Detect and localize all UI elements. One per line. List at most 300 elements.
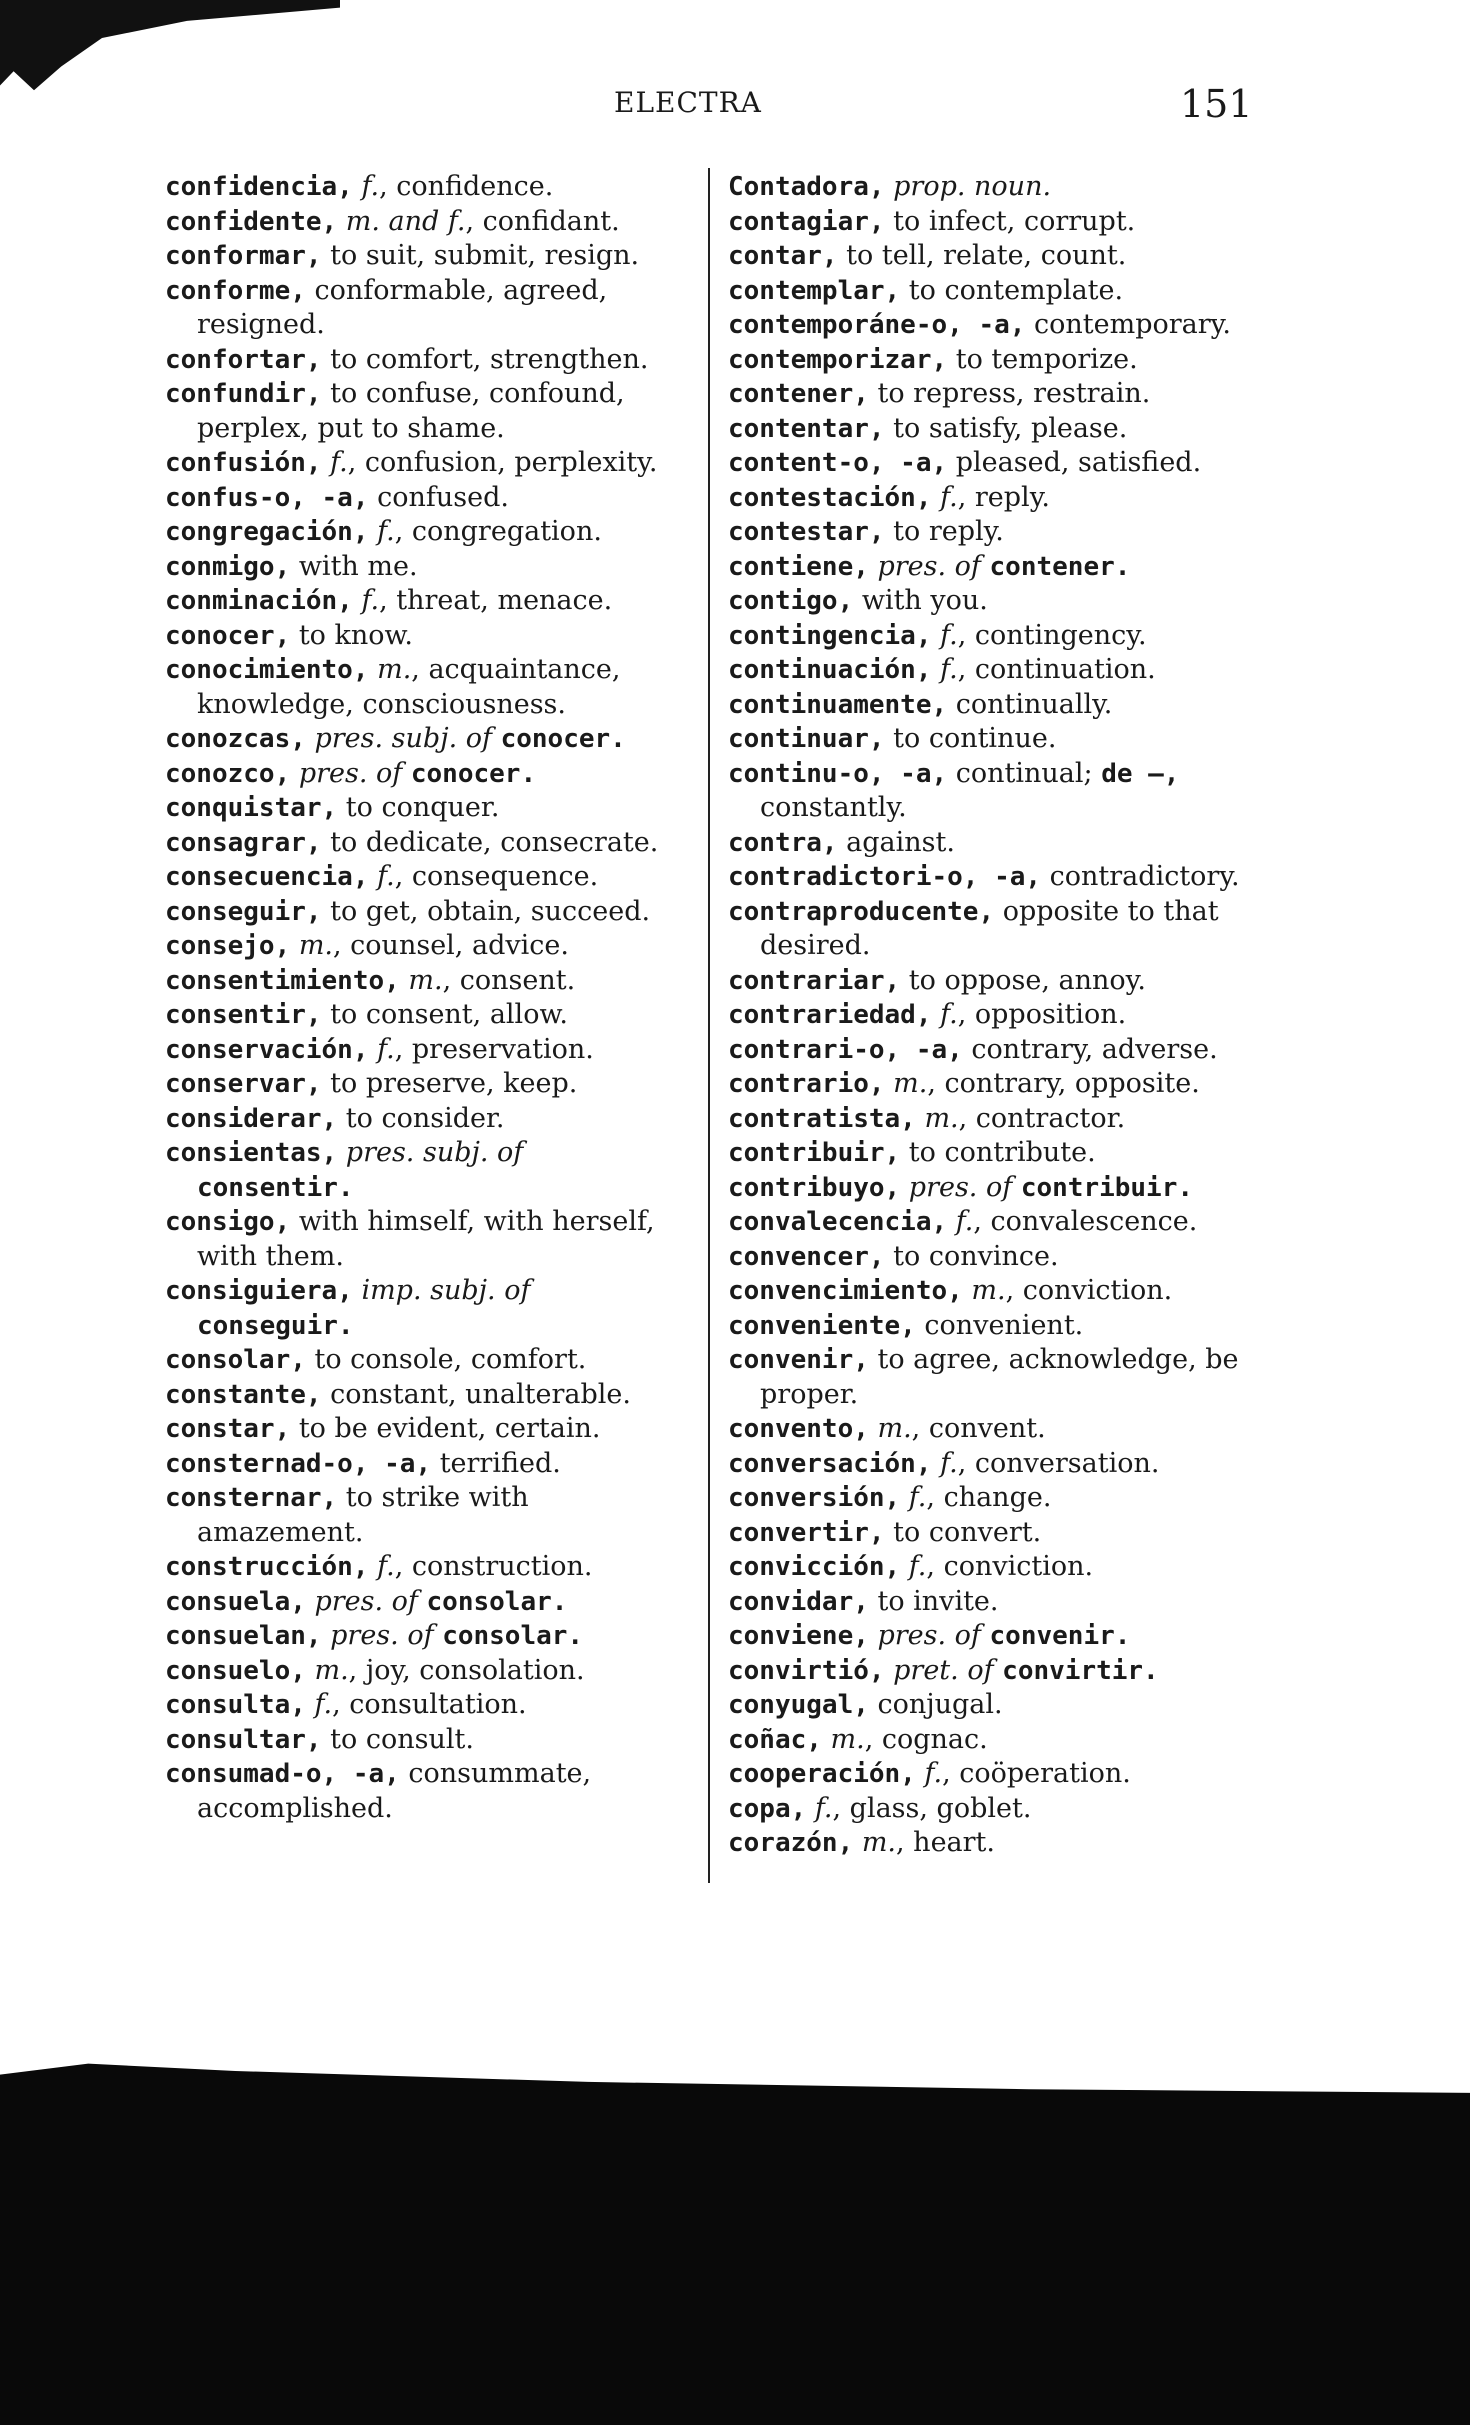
dictionary-entry — [165, 481, 673, 516]
definition-text — [337, 1137, 346, 1168]
definition-text: with you. — [853, 585, 988, 616]
definition-text: to strike with amazement. — [197, 1482, 529, 1548]
definition-text — [418, 1586, 427, 1617]
definition-text: to temporize. — [947, 343, 1138, 375]
dictionary-entry — [728, 1240, 1260, 1275]
dictionary-entry — [165, 1378, 673, 1413]
headword: convidar, — [728, 1586, 869, 1617]
dictionary-entry — [165, 895, 673, 930]
dictionary-entry — [728, 205, 1260, 240]
definition-text: , construction. — [394, 1551, 593, 1582]
grammar-label: pres. of — [298, 757, 403, 789]
grammar-label: prop. noun. — [893, 171, 1052, 202]
dictionary-entry — [165, 274, 673, 343]
grammar-label: f. — [940, 654, 958, 685]
definition-text — [322, 1620, 331, 1651]
dictionary-entry — [165, 653, 673, 722]
grammar-label: f. — [361, 585, 380, 616]
headword: contribuyo, — [728, 1172, 901, 1203]
definition-text: terrified. — [431, 1447, 561, 1479]
definition-text: to convert. — [884, 1516, 1042, 1548]
dictionary-entry — [165, 757, 673, 792]
grammar-label: m. — [377, 654, 412, 685]
headword: confidente, — [165, 206, 338, 237]
headword: Contadora, — [728, 172, 885, 202]
definition-text — [932, 1448, 941, 1479]
headword: convento, — [728, 1414, 869, 1444]
definition-text: continual; — [947, 757, 1102, 789]
dictionary-entry — [728, 1412, 1260, 1447]
page-number: 151 — [1180, 82, 1253, 126]
cross-reference: consolar. — [442, 1621, 584, 1651]
headword: consulta, — [165, 1690, 306, 1720]
dictionary-entry — [165, 515, 673, 550]
headword: conversión, — [728, 1483, 901, 1513]
headword: confus-o, -a, — [165, 482, 369, 513]
definition-text — [932, 482, 941, 513]
dictionary-entry — [165, 239, 673, 274]
grammar-label: m. — [924, 1102, 959, 1134]
definition-text: to invite. — [868, 1585, 999, 1617]
definition-text: to reply. — [884, 516, 1004, 547]
grammar-label: pres. subj. of — [345, 1137, 524, 1168]
headword: confundir, — [165, 379, 322, 409]
definition-text: to dedicate, consecrate. — [321, 826, 659, 858]
scan-bottom-shadow — [0, 2060, 1470, 2425]
dictionary-entry — [165, 964, 673, 999]
dictionary-entry — [165, 1688, 673, 1723]
definition-text: , conviction. — [926, 1551, 1094, 1582]
definition-text: pleased, satisfied. — [947, 447, 1202, 478]
dictionary-entry — [728, 1136, 1260, 1171]
definition-text — [492, 723, 501, 754]
dictionary-entry — [728, 1274, 1260, 1309]
definition-text — [885, 1068, 894, 1099]
definition-text: to consult. — [321, 1723, 474, 1755]
dictionary-entry — [165, 170, 673, 205]
grammar-label: f. — [940, 619, 958, 651]
headword: consultar, — [165, 1724, 322, 1755]
grammar-label: pret. of — [893, 1654, 994, 1686]
dictionary-entry — [728, 722, 1260, 757]
dictionary-entry — [728, 619, 1260, 654]
cross-reference: conseguir. — [197, 1310, 354, 1341]
definition-text: to preserve, keep. — [321, 1068, 578, 1099]
headword: conversación, — [728, 1448, 932, 1479]
grammar-label: pres. of — [877, 550, 981, 582]
definition-text — [853, 1827, 862, 1858]
definition-text: , preservation. — [394, 1033, 594, 1065]
definition-text — [369, 861, 378, 892]
definition-text: consummate, accomplished. — [197, 1758, 592, 1824]
definition-text: to consent, allow. — [321, 999, 568, 1030]
definition-text: , change. — [926, 1482, 1052, 1513]
grammar-label: f. — [314, 1689, 333, 1720]
grammar-label: pres. of — [877, 1620, 981, 1651]
dictionary-entry — [728, 239, 1260, 274]
dictionary-entry — [728, 343, 1260, 378]
definition-text — [290, 930, 299, 961]
grammar-label: f. — [814, 1792, 833, 1824]
cross-reference: de —, — [1101, 758, 1180, 789]
grammar-label: f. — [377, 516, 395, 547]
definition-text: against. — [837, 826, 955, 858]
definition-text: , conviction. — [1005, 1275, 1173, 1306]
headword: constar, — [165, 1414, 291, 1444]
headword: consagrar, — [165, 827, 322, 858]
dictionary-entry — [165, 1067, 673, 1102]
definition-text: with me. — [290, 550, 418, 582]
headword: convertir, — [728, 1517, 885, 1548]
dictionary-entry — [728, 515, 1260, 550]
left-column — [165, 170, 673, 1826]
definition-text: to console, comfort. — [305, 1344, 587, 1375]
headword: conyugal, — [728, 1690, 869, 1720]
headword: contiene, — [728, 551, 869, 582]
right-column — [728, 170, 1260, 1861]
headword: conservar, — [165, 1069, 322, 1099]
definition-text: , reply. — [957, 481, 1050, 513]
dictionary-entry — [165, 1412, 673, 1447]
headword: confortar, — [165, 344, 322, 375]
definition-text: opposite to that desired. — [760, 895, 1219, 961]
definition-text: to tell, relate, count. — [837, 240, 1127, 271]
dictionary-entry — [728, 998, 1260, 1033]
headword: convicción, — [728, 1552, 901, 1582]
definition-text: , contrary, opposite. — [927, 1068, 1200, 1099]
headword: consentir, — [165, 1000, 322, 1030]
definition-text — [981, 551, 990, 582]
dictionary-entry — [728, 274, 1260, 309]
dictionary-entry — [728, 412, 1260, 447]
headword: contemporizar, — [728, 344, 948, 375]
dictionary-entry — [728, 1654, 1260, 1689]
headword: conocimiento, — [165, 655, 369, 685]
headword: contribuir, — [728, 1138, 901, 1168]
grammar-label: pres. subj. of — [314, 723, 492, 754]
cross-reference: conocer. — [500, 724, 626, 754]
definition-text: to get, obtain, succeed. — [321, 895, 651, 927]
definition-text: , confidant. — [465, 205, 620, 237]
dictionary-entry — [165, 1550, 673, 1585]
headword: consentimiento, — [165, 965, 400, 996]
definition-text — [932, 654, 941, 685]
grammar-label: f. — [361, 171, 380, 202]
dictionary-entry — [728, 446, 1260, 481]
dictionary-entry — [728, 1792, 1260, 1827]
definition-text: to infect, corrupt. — [884, 205, 1136, 237]
headword: consolar, — [165, 1345, 306, 1375]
definition-text — [885, 1655, 894, 1686]
headword: convirtió, — [728, 1655, 885, 1686]
definition-text: contrary, adverse. — [962, 1033, 1218, 1065]
definition-text — [402, 758, 411, 789]
grammar-label: m. — [408, 964, 443, 996]
definition-text — [322, 447, 331, 478]
dictionary-entry — [728, 550, 1260, 585]
definition-text: to agree, acknowledge, be proper. — [760, 1344, 1239, 1410]
headword: considerar, — [165, 1103, 338, 1134]
definition-text — [900, 1482, 909, 1513]
dictionary-entry — [165, 1136, 673, 1205]
dictionary-entry — [728, 1067, 1260, 1102]
headword: confidencia, — [165, 172, 353, 202]
definition-text: to confuse, confound, perplex, put to shame. — [197, 378, 625, 444]
definition-text: , contractor. — [958, 1102, 1126, 1134]
headword: continuar, — [728, 724, 885, 754]
headword: constante, — [165, 1379, 322, 1410]
headword: consuelan, — [165, 1621, 322, 1651]
dictionary-entry — [165, 619, 673, 654]
definition-text: to convince. — [884, 1240, 1059, 1272]
grammar-label: f. — [908, 1482, 927, 1513]
dictionary-entry — [165, 377, 673, 446]
grammar-label: m. — [298, 930, 334, 961]
running-head: ELECTRA — [614, 86, 762, 119]
definition-text — [932, 620, 941, 651]
dictionary-entry — [165, 550, 673, 585]
grammar-label: f. — [940, 481, 958, 513]
definition-text — [947, 1206, 956, 1237]
dictionary-entry — [728, 826, 1260, 861]
cross-reference: consolar. — [426, 1586, 568, 1617]
definition-text: conjugal. — [868, 1689, 1003, 1720]
headword: conozcas, — [165, 724, 306, 754]
dictionary-entry — [165, 1585, 673, 1620]
definition-text: , joy, consolation. — [348, 1654, 585, 1686]
grammar-label: m. — [893, 1068, 928, 1099]
headword: contener, — [728, 379, 869, 409]
dictionary-entry — [728, 895, 1260, 964]
headword: conveniente, — [728, 1310, 916, 1341]
definition-text — [290, 758, 299, 789]
definition-text — [434, 1620, 443, 1651]
dictionary-entry — [728, 1688, 1260, 1723]
dictionary-entry — [165, 446, 673, 481]
dictionary-entry — [165, 826, 673, 861]
dictionary-entry — [165, 205, 673, 240]
cross-reference: convenir. — [989, 1621, 1131, 1651]
headword: contemporáne-o, -a, — [728, 310, 1026, 340]
grammar-label: f. — [940, 999, 958, 1030]
dictionary-entry — [728, 1171, 1260, 1206]
dictionary-entry — [728, 653, 1260, 688]
dictionary-entry — [728, 584, 1260, 619]
headword: confusión, — [165, 448, 322, 478]
dictionary-entry — [165, 343, 673, 378]
definition-text — [822, 1724, 831, 1755]
definition-text — [369, 1551, 378, 1582]
headword: conminación, — [165, 586, 353, 616]
definition-text — [885, 171, 894, 202]
headword: contestación, — [728, 482, 932, 513]
headword: consejo, — [165, 931, 291, 961]
dictionary-entry — [728, 1619, 1260, 1654]
dictionary-entry — [728, 377, 1260, 412]
dictionary-entry — [728, 1343, 1260, 1412]
dictionary-entry — [728, 481, 1260, 516]
definition-text: , contingency. — [957, 619, 1147, 651]
headword: consternad-o, -a, — [165, 1448, 432, 1479]
headword: consumad-o, -a, — [165, 1759, 400, 1789]
headword: conformar, — [165, 241, 322, 271]
dictionary-entry — [728, 1033, 1260, 1068]
dictionary-entry — [728, 170, 1260, 205]
definition-text: , confusion, perplexity. — [347, 447, 658, 478]
dictionary-entry — [728, 1585, 1260, 1620]
headword: consecuencia, — [165, 862, 369, 892]
definition-text: , continuation. — [957, 654, 1156, 685]
definition-text: , heart. — [896, 1827, 995, 1858]
definition-text: to suit, submit, resign. — [321, 240, 640, 271]
grammar-label: pres. of — [330, 1620, 434, 1651]
definition-text — [369, 1034, 378, 1065]
definition-text: continually. — [947, 688, 1113, 720]
dictionary-entry — [728, 1550, 1260, 1585]
headword: consternar, — [165, 1483, 338, 1513]
grammar-label: f. — [330, 447, 348, 478]
dictionary-entry — [165, 1619, 673, 1654]
dictionary-entry — [728, 1205, 1260, 1240]
dictionary-entry — [728, 1481, 1260, 1516]
headword: contra, — [728, 827, 838, 858]
definition-text — [900, 1551, 909, 1582]
definition-text: contradictory. — [1041, 861, 1240, 892]
dictionary-entry — [728, 308, 1260, 343]
cross-reference: convirtir. — [1002, 1655, 1159, 1686]
headword: continu-o, -a, — [728, 758, 948, 789]
column-divider — [708, 168, 710, 1883]
dictionary-entry — [728, 688, 1260, 723]
definition-text — [369, 654, 378, 685]
headword: convencimiento, — [728, 1276, 963, 1306]
grammar-label: m. — [971, 1275, 1006, 1306]
headword: conquistar, — [165, 793, 338, 823]
grammar-label: m. — [877, 1413, 912, 1444]
headword: conservación, — [165, 1034, 369, 1065]
definition-text: , opposition. — [957, 999, 1127, 1030]
headword: cooperación, — [728, 1759, 916, 1789]
headword: contratista, — [728, 1103, 916, 1134]
dictionary-entry — [728, 1757, 1260, 1792]
dictionary-entry — [728, 860, 1260, 895]
definition-text: , consultation. — [332, 1689, 527, 1720]
dictionary-entry — [165, 1757, 673, 1826]
grammar-label: f. — [908, 1551, 927, 1582]
headword: coñac, — [728, 1724, 822, 1755]
dictionary-entry — [165, 1102, 673, 1137]
headword: contemplar, — [728, 275, 901, 306]
headword: contar, — [728, 241, 838, 271]
headword: content-o, -a, — [728, 448, 948, 478]
dictionary-entry — [165, 1447, 673, 1482]
definition-text: , convent. — [911, 1413, 1046, 1444]
headword: contrariedad, — [728, 1000, 932, 1030]
definition-text — [981, 1620, 990, 1651]
cross-reference: conocer. — [410, 758, 537, 789]
definition-text: , congregation. — [394, 516, 602, 547]
definition-text: to consider. — [337, 1102, 505, 1134]
definition-text: constant, unalterable. — [321, 1378, 631, 1410]
cross-reference: contener. — [989, 551, 1131, 582]
dictionary-entry — [728, 1447, 1260, 1482]
headword: continuación, — [728, 655, 932, 685]
definition-text: , consent. — [442, 964, 576, 996]
dictionary-entry — [165, 1654, 673, 1689]
headword: conviene, — [728, 1621, 869, 1651]
definition-text: , coöperation. — [942, 1758, 1131, 1789]
definition-text: to repress, restrain. — [868, 378, 1151, 409]
headword: consuelo, — [165, 1655, 306, 1686]
dictionary-entry — [165, 1343, 673, 1378]
grammar-label: f. — [955, 1206, 974, 1237]
dictionary-entry — [728, 757, 1260, 826]
grammar-label: m. and f. — [345, 205, 466, 237]
definition-text: , conversation. — [957, 1447, 1160, 1479]
scan-corner-shadow — [0, 0, 340, 95]
dictionary-entry — [165, 1205, 673, 1274]
grammar-label: f. — [377, 861, 395, 892]
headword: conmigo, — [165, 551, 291, 582]
definition-text: to continue. — [884, 723, 1057, 754]
definition-text: , confidence. — [379, 171, 554, 202]
dictionary-entry — [165, 791, 673, 826]
definition-text — [932, 999, 941, 1030]
headword: conforme, — [165, 275, 306, 306]
dictionary-entry — [165, 860, 673, 895]
definition-text: to contribute. — [900, 1137, 1096, 1168]
definition-text — [900, 1172, 909, 1203]
definition-text: , threat, menace. — [379, 585, 613, 616]
definition-text — [369, 516, 378, 547]
dictionary-entry — [165, 1274, 673, 1343]
headword: contradictori-o, -a, — [728, 862, 1042, 892]
headword: contrari-o, -a, — [728, 1034, 963, 1065]
dictionary-entry — [728, 1102, 1260, 1137]
cross-reference: consentir. — [197, 1172, 354, 1203]
dictionary-entry — [728, 1723, 1260, 1758]
headword: corazón, — [728, 1828, 854, 1858]
definition-text — [994, 1655, 1003, 1686]
grammar-label: f. — [377, 1033, 395, 1065]
dictionary-entry — [165, 1033, 673, 1068]
headword: convencer, — [728, 1241, 885, 1272]
dictionary-entry — [165, 584, 673, 619]
definition-text: , cognac. — [864, 1723, 988, 1755]
headword: conozco, — [165, 758, 291, 789]
headword: contingencia, — [728, 620, 932, 651]
dictionary-entry — [165, 998, 673, 1033]
headword: contagiar, — [728, 206, 885, 237]
definition-text: to satisfy, please. — [884, 412, 1128, 444]
definition-text: to contemplate. — [900, 274, 1124, 306]
definition-text: , acquaintance, knowledge, consciousness. — [197, 654, 621, 720]
definition-text: , convalescence. — [973, 1206, 1198, 1237]
headword: contentar, — [728, 413, 885, 444]
definition-text: to conquer. — [337, 792, 500, 823]
definition-text: to know. — [290, 619, 413, 651]
definition-text: with himself, with herself, with them. — [197, 1206, 655, 1272]
headword: continuamente, — [728, 689, 948, 720]
headword: copa, — [728, 1793, 807, 1824]
grammar-label: imp. subj. of — [361, 1275, 531, 1306]
headword: contigo, — [728, 586, 854, 616]
grammar-label: f. — [377, 1551, 395, 1582]
headword: contestar, — [728, 517, 885, 547]
dictionary-entry — [728, 1309, 1260, 1344]
grammar-label: f. — [940, 1447, 958, 1479]
headword: consuela, — [165, 1586, 306, 1617]
